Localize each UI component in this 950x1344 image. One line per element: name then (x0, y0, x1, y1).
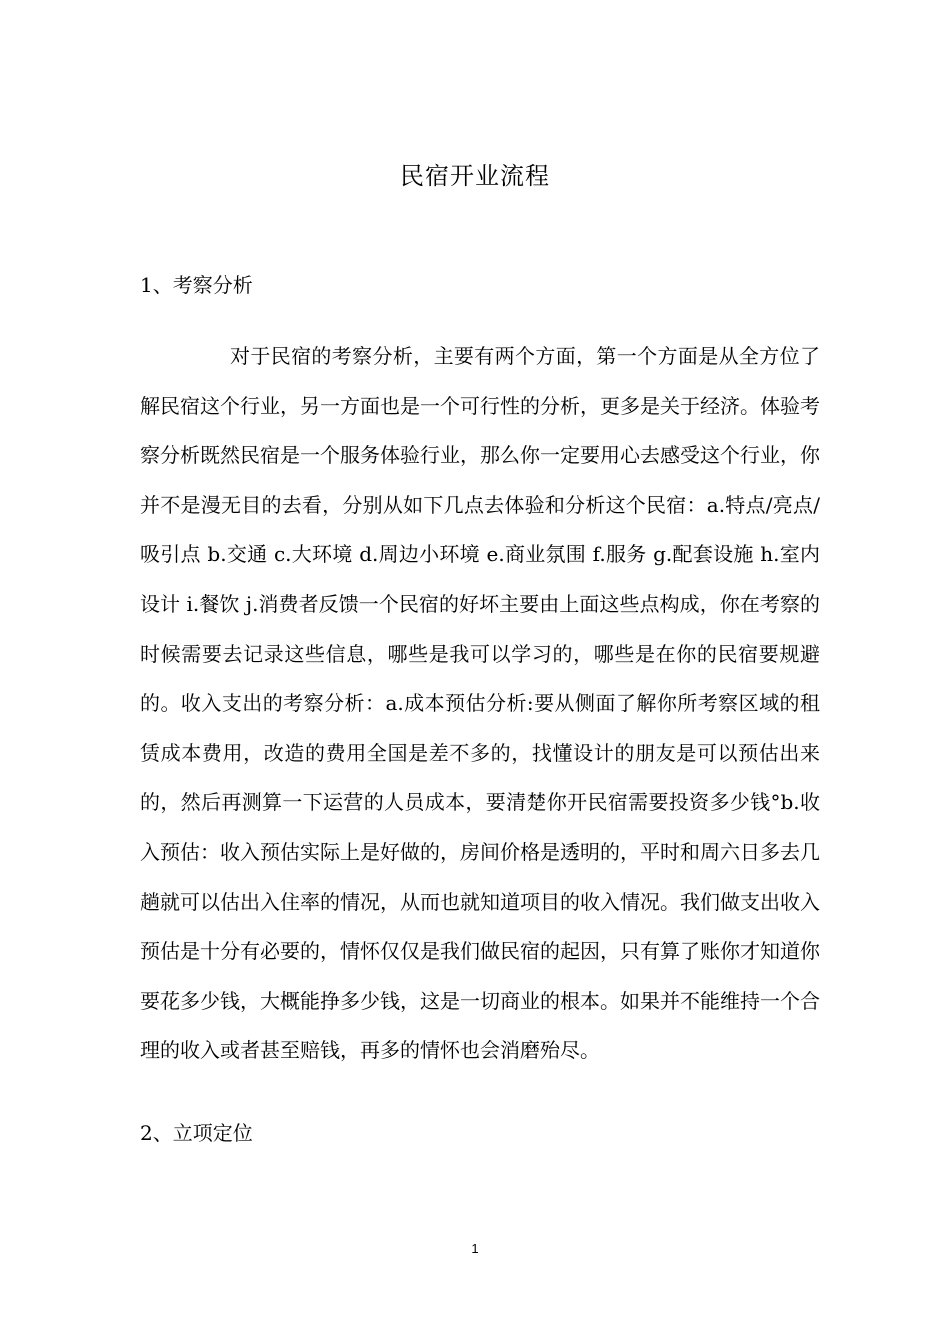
section-paragraph-inspection-analysis: 对于民宿的考察分析，主要有两个方面，第一个方面是从全方位了解民宿这个行业，另一方面也是一个可行性的分析，更多是关于经济。体验考察分析既然民宿是一个服务体验行业，那么你一定要用心去感受这个行业，你并不是漫无目的去看，分别从如下几点去体验和分析这个民宿：a.特点/亮点/吸引点 b.交通 c.大环境 d.周边小环境 e.商业氛围 f.服务 g.配套设施 h.室内设计 i.餐饮 j.消费者反馈一个民宿的好坏主要由上面这些点构成，你在考察的时候需要去记录这些信息，哪些是我可以学习的，哪些是在你的民宿要规避的。收入支出的考察分析：a.成本预估分析:要从侧面了解你所考察区域的租赁成本费用，改造的费用全国是差不多的，找懂设计的朋友是可以预估出来的，然后再测算一下运营的人员成本，要清楚你开民宿需要投资多少钱°b.收入预估：收入预估实际上是好做的，房间价格是透明的，平时和周六日多去几趟就可以估出入住率的情况，从而也就知道项目的收入情况。我们做支出收入预估是十分有必要的，情怀仅仅是我们做民宿的起因，只有算了账你才知道你要花多少钱，大概能挣多少钱，这是一切商业的根本。如果并不能维持一个合理的收入或者甚至赔钱，再多的情怀也会消磨殆尽。 (140, 344, 820, 1063)
page-number: 1 (471, 1241, 479, 1256)
section-heading-inspection-analysis: 1、考察分析 (140, 273, 253, 297)
section-heading-project-positioning: 2、立项定位 (140, 1121, 253, 1145)
document-title: 民宿开业流程 (400, 162, 550, 190)
